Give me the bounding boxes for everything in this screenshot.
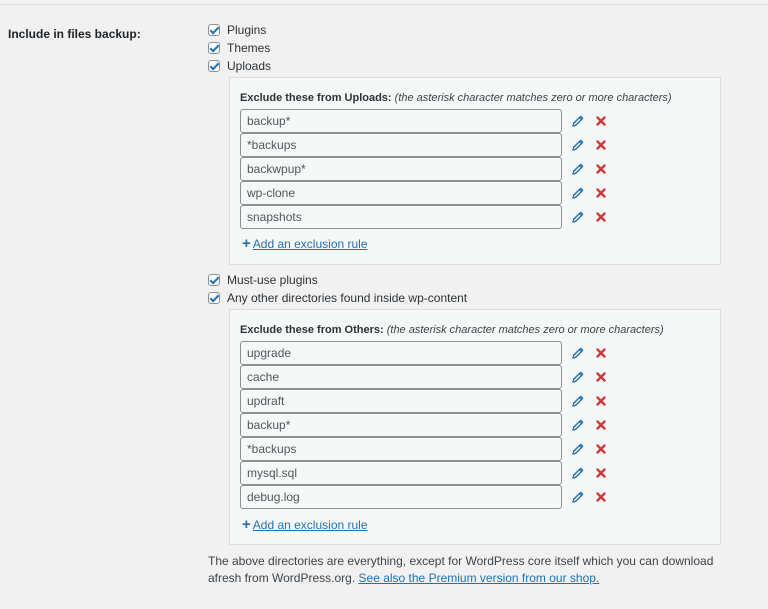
uploads-heading-label: Exclude these from Uploads: [240,92,392,104]
add-exclusion-rule-link[interactable] [242,237,368,251]
checkbox-label: Plugins [227,23,267,37]
exclusion-rule-input[interactable]: backup* [240,109,562,133]
close-icon[interactable] [594,394,608,408]
others-exclusion-heading [240,324,664,336]
exclusion-rule-row [240,157,608,181]
exclusion-rule-input[interactable]: debug.log [240,485,562,509]
checkbox-checked-icon[interactable] [208,42,220,54]
pencil-icon[interactable] [571,442,585,456]
checkbox-checked-icon[interactable] [208,292,220,304]
checkbox-label: Themes [227,41,271,55]
pencil-icon[interactable] [571,210,585,224]
pencil-icon[interactable] [571,418,585,432]
checkbox-label: Any other directories found inside wp-content [227,291,468,305]
pencil-icon[interactable] [571,490,585,504]
exclusion-rule-row [240,437,608,461]
others-exclusion-box [229,309,721,545]
close-icon[interactable] [594,490,608,504]
close-icon[interactable] [594,162,608,176]
exclusion-rule-input[interactable]: backwpup* [240,157,562,181]
exclusion-rule-input[interactable]: mysql.sql [240,461,562,485]
checkbox-uploads[interactable] [208,58,271,74]
footer-note [208,553,728,587]
exclusion-rule-input[interactable]: snapshots [240,205,562,229]
others-heading-label: Exclude these from Others: [240,324,384,336]
exclusion-rule-input[interactable]: *backups [240,437,562,461]
close-icon[interactable] [594,442,608,456]
exclusion-rule-input[interactable]: backup* [240,413,562,437]
pencil-icon[interactable] [571,394,585,408]
pencil-icon[interactable] [571,162,585,176]
checkbox-checked-icon[interactable] [208,274,220,286]
close-icon[interactable] [594,418,608,432]
exclusion-rule-row [240,109,608,133]
add-exclusion-label[interactable]: Add an exclusion rule [252,518,368,532]
exclusion-rule-input[interactable]: wp-clone [240,181,562,205]
exclusion-rule-input[interactable]: upgrade [240,341,562,365]
uploads-exclusion-heading [240,92,672,104]
close-icon[interactable] [594,138,608,152]
checkbox-checked-icon[interactable] [208,60,220,72]
close-icon[interactable] [594,466,608,480]
exclusion-rule-row [240,205,608,229]
pencil-icon[interactable] [571,466,585,480]
others-heading-hint: (the asterisk character matches zero or more characters) [386,324,664,336]
pencil-icon[interactable] [571,114,585,128]
exclusion-rule-input[interactable]: *backups [240,133,562,157]
checkbox-themes[interactable] [208,40,270,56]
close-icon[interactable] [594,370,608,384]
checkbox-label: Must-use plugins [227,273,318,287]
exclusion-rule-row [240,341,608,365]
checkbox-plugins[interactable] [208,22,266,38]
exclusion-rule-row [240,461,608,485]
plus-icon[interactable]: + [242,516,251,533]
exclusion-rule-row [240,413,608,437]
checkbox-must-use-plugins[interactable] [208,272,318,288]
pencil-icon[interactable] [571,186,585,200]
add-exclusion-rule-link[interactable] [242,518,368,532]
exclusion-rule-row [240,365,608,389]
add-exclusion-label[interactable]: Add an exclusion rule [252,237,368,251]
checkbox-label: Uploads [227,59,272,73]
exclusion-rule-row [240,133,608,157]
checkbox-other-directories[interactable] [208,290,467,306]
exclusion-rule-input[interactable]: cache [240,365,562,389]
include-files-label: Include in files backup: [8,27,141,41]
checkbox-checked-icon[interactable] [208,24,220,36]
exclusion-rule-row [240,485,608,509]
pencil-icon[interactable] [571,346,585,360]
close-icon[interactable] [594,186,608,200]
pencil-icon[interactable] [571,138,585,152]
close-icon[interactable] [594,346,608,360]
exclusion-rule-input[interactable]: updraft [240,389,562,413]
premium-version-link[interactable]: See also the Premium version from our shop. [358,571,600,585]
close-icon[interactable] [594,210,608,224]
plus-icon[interactable]: + [242,235,251,252]
uploads-exclusion-box [229,77,721,265]
close-icon[interactable] [594,114,608,128]
exclusion-rule-row [240,389,608,413]
top-divider [0,4,768,5]
uploads-heading-hint: (the asterisk character matches zero or more characters) [394,92,672,104]
pencil-icon[interactable] [571,370,585,384]
exclusion-rule-row [240,181,608,205]
footer-text: The above directories are everything, except for WordPress core itself which you can download afresh from WordPress.org. [208,554,714,585]
